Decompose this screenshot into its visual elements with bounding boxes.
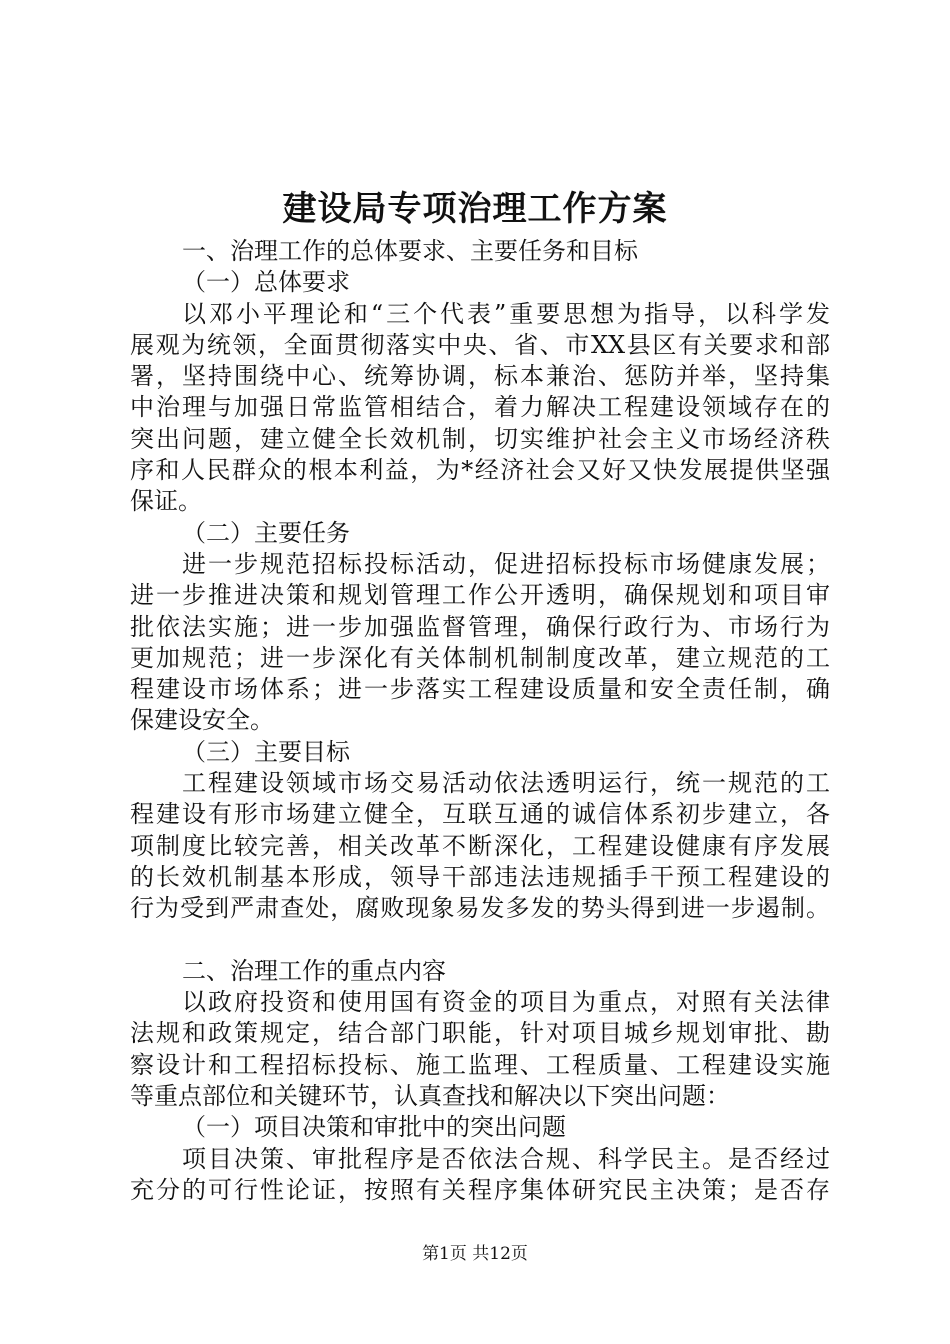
paragraph-line: 序和人民群众的根本利益，为*经济社会又好又快发展提供坚强 <box>130 456 830 485</box>
paragraph-line: 中治理与加强日常监管相结合，着力解决工程建设领域存在的 <box>130 393 830 422</box>
subsection-heading: （三）主要目标 <box>182 737 350 766</box>
paragraph-line: 项制度比较完善，相关改革不断深化，工程建设健康有序发展 <box>130 831 830 860</box>
document-body <box>130 236 830 1206</box>
paragraph-line: 察设计和工程招标投标、施工监理、工程质量、工程建设实施 <box>130 1050 830 1079</box>
paragraph-line: 署，坚持围绕中心、统筹协调，标本兼治、惩防并举，坚持集 <box>130 362 830 391</box>
paragraph-line: 程建设有形市场建立健全，互联互通的诚信体系初步建立，各 <box>130 800 830 829</box>
paragraph-line: 的长效机制基本形成，领导干部违法违规插手干预工程建设的 <box>130 862 830 891</box>
paragraph-line: 保建设安全。 <box>130 706 274 735</box>
paragraph-line: 程建设市场体系；进一步落实工程建设质量和安全责任制，确 <box>130 675 830 704</box>
section-heading: 二、治理工作的重点内容 <box>182 956 446 985</box>
paragraph-line: 等重点部位和关键环节，认真查找和解决以下突出问题： <box>130 1082 730 1111</box>
paragraph-line: 充分的可行性论证，按照有关程序集体研究民主决策；是否存 <box>130 1175 830 1204</box>
paragraph-line: 行为受到严肃查处，腐败现象易发多发的势头得到进一步遏制。 <box>130 894 830 923</box>
paragraph-line: 更加规范；进一步深化有关体制机制制度改革，建立规范的工 <box>130 643 830 672</box>
subsection-heading: （一）总体要求 <box>182 268 350 297</box>
paragraph-line: 进一步推进决策和规划管理工作公开透明，确保规划和项目审 <box>130 581 830 610</box>
document-title: 建设局专项治理工作方案 <box>282 189 668 229</box>
blank-line <box>130 925 830 956</box>
paragraph-line: 以邓小平理论和“三个代表”重要思想为指导，以科学发 <box>182 299 830 328</box>
paragraph-line: 进一步规范招标投标活动，促进招标投标市场健康发展； <box>182 549 830 578</box>
page-number: 第1页 共12页 <box>422 1244 528 1264</box>
paragraph-line: 工程建设领域市场交易活动依法透明运行，统一规范的工 <box>182 769 830 798</box>
paragraph-line: 批依法实施；进一步加强监督管理，确保行政行为、市场行为 <box>130 612 830 641</box>
paragraph-line: 项目决策、审批程序是否依法合规、科学民主。是否经过 <box>182 1144 830 1173</box>
paragraph-line: 突出问题，建立健全长效机制，切实维护社会主义市场经济秩 <box>130 424 830 453</box>
paragraph-line: 展观为统领，全面贯彻落实中央、省、市XX县区有关要求和部 <box>130 330 830 359</box>
paragraph-line: 保证。 <box>130 487 202 516</box>
section-heading: 一、治理工作的总体要求、主要任务和目标 <box>182 237 638 265</box>
subsection-heading: （二）主要任务 <box>182 518 350 547</box>
paragraph-line: 法规和政策规定，结合部门职能，针对项目城乡规划审批、勘 <box>130 1019 830 1048</box>
paragraph-line: 以政府投资和使用国有资金的项目为重点，对照有关法律 <box>182 988 830 1017</box>
subsection-heading: （一）项目决策和审批中的突出问题 <box>182 1113 566 1142</box>
